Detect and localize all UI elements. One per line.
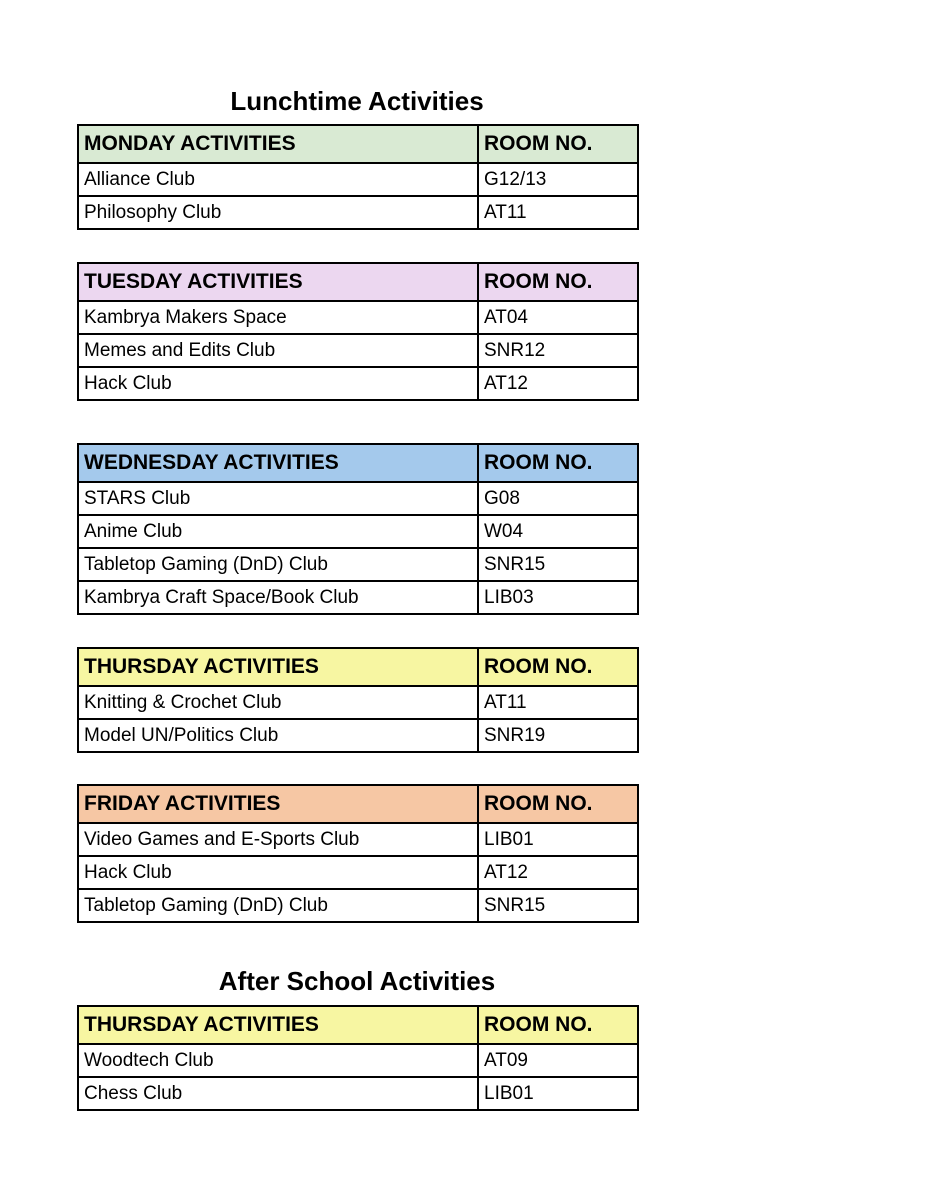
- room-no-header-cell: ROOM NO.: [478, 1006, 638, 1044]
- table-header-row: [78, 785, 638, 823]
- room-no-cell: LIB01: [478, 823, 638, 856]
- activity-name-cell: Hack Club: [78, 856, 478, 889]
- table-row: [78, 719, 638, 752]
- activity-name-cell: Tabletop Gaming (DnD) Club: [78, 889, 478, 922]
- room-no-cell: AT11: [478, 686, 638, 719]
- table-row: [78, 515, 638, 548]
- activity-name-cell: Philosophy Club: [78, 196, 478, 229]
- room-no-header-cell: ROOM NO.: [478, 785, 638, 823]
- table-row: [78, 163, 638, 196]
- activity-name-cell: Tabletop Gaming (DnD) Club: [78, 548, 478, 581]
- table-row: [78, 856, 638, 889]
- activity-name-cell: Hack Club: [78, 367, 478, 400]
- table-header-row: [78, 648, 638, 686]
- activity-name-cell: Knitting & Crochet Club: [78, 686, 478, 719]
- room-no-cell: AT11: [478, 196, 638, 229]
- activity-name-cell: Anime Club: [78, 515, 478, 548]
- day-header-cell: TUESDAY ACTIVITIES: [78, 263, 478, 301]
- table-header-row: [78, 263, 638, 301]
- table-header-row: [78, 1006, 638, 1044]
- table-header-row: [78, 444, 638, 482]
- room-no-cell: LIB01: [478, 1077, 638, 1110]
- day-header-cell: MONDAY ACTIVITIES: [78, 125, 478, 163]
- table-row: [78, 367, 638, 400]
- room-no-cell: G08: [478, 482, 638, 515]
- friday-activities-table: [77, 784, 639, 923]
- activity-name-cell: Model UN/Politics Club: [78, 719, 478, 752]
- table-row: [78, 1077, 638, 1110]
- room-no-cell: SNR12: [478, 334, 638, 367]
- day-header-cell: FRIDAY ACTIVITIES: [78, 785, 478, 823]
- room-no-cell: SNR19: [478, 719, 638, 752]
- after-school-thursday-table: [77, 1005, 639, 1111]
- activity-name-cell: Woodtech Club: [78, 1044, 478, 1077]
- activity-name-cell: Memes and Edits Club: [78, 334, 478, 367]
- table-row: [78, 548, 638, 581]
- room-no-cell: W04: [478, 515, 638, 548]
- room-no-cell: AT09: [478, 1044, 638, 1077]
- activity-name-cell: Alliance Club: [78, 163, 478, 196]
- table-row: [78, 889, 638, 922]
- day-header-cell: THURSDAY ACTIVITIES: [78, 648, 478, 686]
- table-row: [78, 196, 638, 229]
- activity-name-cell: Kambrya Craft Space/Book Club: [78, 581, 478, 614]
- table-row: [78, 482, 638, 515]
- table-row: [78, 686, 638, 719]
- day-header-cell: THURSDAY ACTIVITIES: [78, 1006, 478, 1044]
- monday-activities-table: [77, 124, 639, 230]
- room-no-cell: SNR15: [478, 548, 638, 581]
- table-row: [78, 1044, 638, 1077]
- activity-name-cell: Kambrya Makers Space: [78, 301, 478, 334]
- table-row: [78, 334, 638, 367]
- room-no-header-cell: ROOM NO.: [478, 125, 638, 163]
- table-row: [78, 301, 638, 334]
- room-no-header-cell: ROOM NO.: [478, 648, 638, 686]
- tuesday-activities-table: [77, 262, 639, 401]
- activity-name-cell: STARS Club: [78, 482, 478, 515]
- room-no-cell: AT04: [478, 301, 638, 334]
- table-row: [78, 581, 638, 614]
- room-no-header-cell: ROOM NO.: [478, 444, 638, 482]
- thursday-activities-table: [77, 647, 639, 753]
- room-no-cell: LIB03: [478, 581, 638, 614]
- room-no-cell: AT12: [478, 856, 638, 889]
- table-row: [78, 823, 638, 856]
- day-header-cell: WEDNESDAY ACTIVITIES: [78, 444, 478, 482]
- room-no-cell: G12/13: [478, 163, 638, 196]
- room-no-cell: AT12: [478, 367, 638, 400]
- activity-name-cell: Chess Club: [78, 1077, 478, 1110]
- room-no-header-cell: ROOM NO.: [478, 263, 638, 301]
- activity-name-cell: Video Games and E-Sports Club: [78, 823, 478, 856]
- room-no-cell: SNR15: [478, 889, 638, 922]
- wednesday-activities-table: [77, 443, 639, 615]
- table-header-row: [78, 125, 638, 163]
- lunchtime-activities-title: Lunchtime Activities: [230, 86, 484, 116]
- after-school-activities-title: After School Activities: [218, 966, 496, 996]
